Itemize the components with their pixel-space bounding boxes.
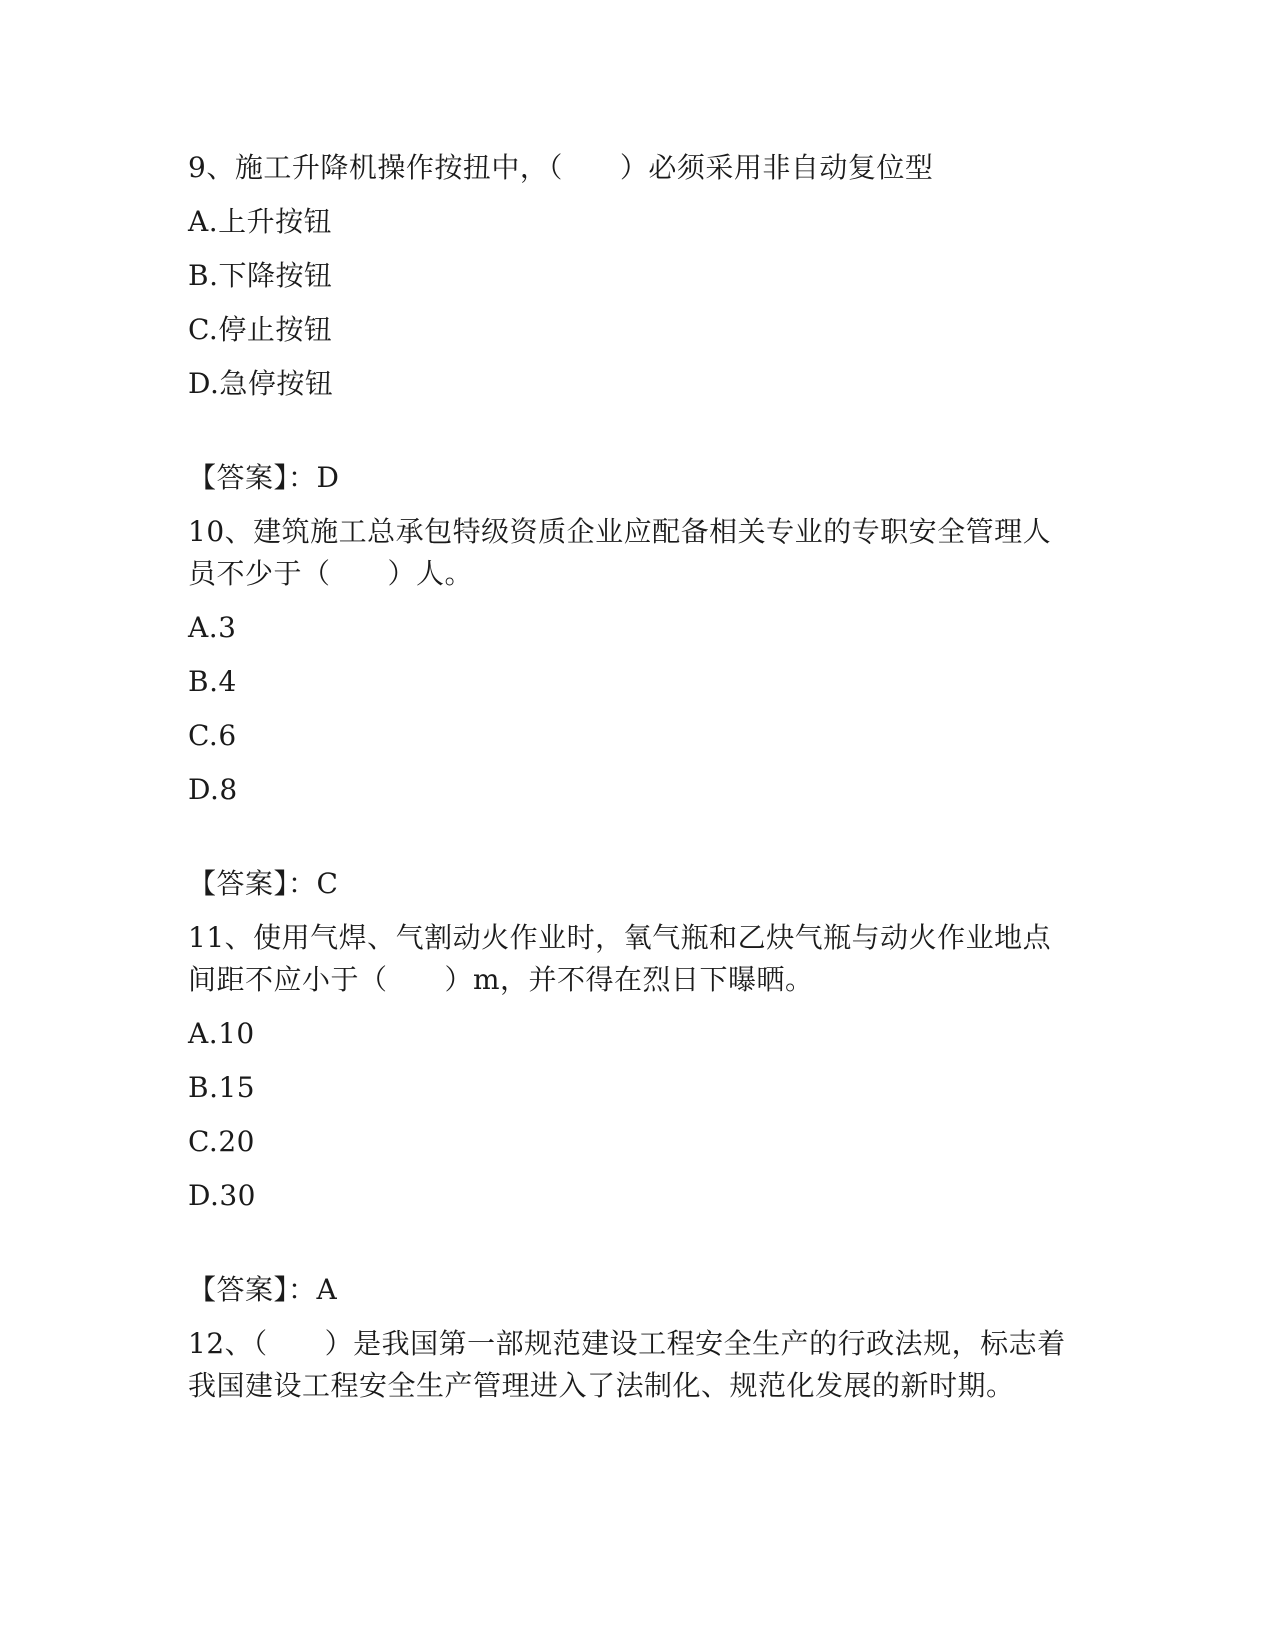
question-9-option-b: B.下降按钮 — [188, 259, 333, 292]
question-12-stem-line-2: 我国建设工程安全生产管理进入了法制化、规范化发展的新时期。 — [188, 1369, 1015, 1402]
question-12-stem-line-1: 12、（ ）是我国第一部规范建设工程安全生产的行政法规，标志着 — [188, 1327, 1066, 1360]
question-11-answer: 【答案】：A — [188, 1273, 338, 1306]
question-11-stem-line-1: 11、使用气焊、气割动火作业时，氧气瓶和乙炔气瓶与动火作业地点 — [188, 921, 1052, 954]
question-9-option-d: D.急停按钮 — [188, 367, 334, 400]
question-10-stem-line-2: 员不少于（ ）人。 — [188, 557, 474, 590]
question-11-option-c: C.20 — [188, 1125, 255, 1158]
question-10-stem-line-1: 10、建筑施工总承包特级资质企业应配备相关专业的专职安全管理人 — [188, 515, 1052, 548]
question-10-option-d: D.8 — [188, 773, 238, 806]
question-9-option-a: A.上升按钮 — [188, 205, 333, 238]
question-10-option-b: B.4 — [188, 665, 237, 698]
question-11-option-a: A.10 — [188, 1017, 255, 1050]
question-11-stem-line-2: 间距不应小于（ ）m，并不得在烈日下曝晒。 — [188, 963, 814, 996]
question-10-option-c: C.6 — [188, 719, 237, 752]
question-11-option-b: B.15 — [188, 1071, 256, 1104]
question-9-stem: 9、施工升降机操作按扭中，（ ）必须采用非自动复位型 — [188, 151, 934, 184]
question-11-option-d: D.30 — [188, 1179, 256, 1212]
question-9-answer: 【答案】：D — [188, 461, 340, 494]
question-9-option-c: C.停止按钮 — [188, 313, 333, 346]
question-10-option-a: A.3 — [188, 611, 237, 644]
question-10-answer: 【答案】：C — [188, 867, 339, 900]
